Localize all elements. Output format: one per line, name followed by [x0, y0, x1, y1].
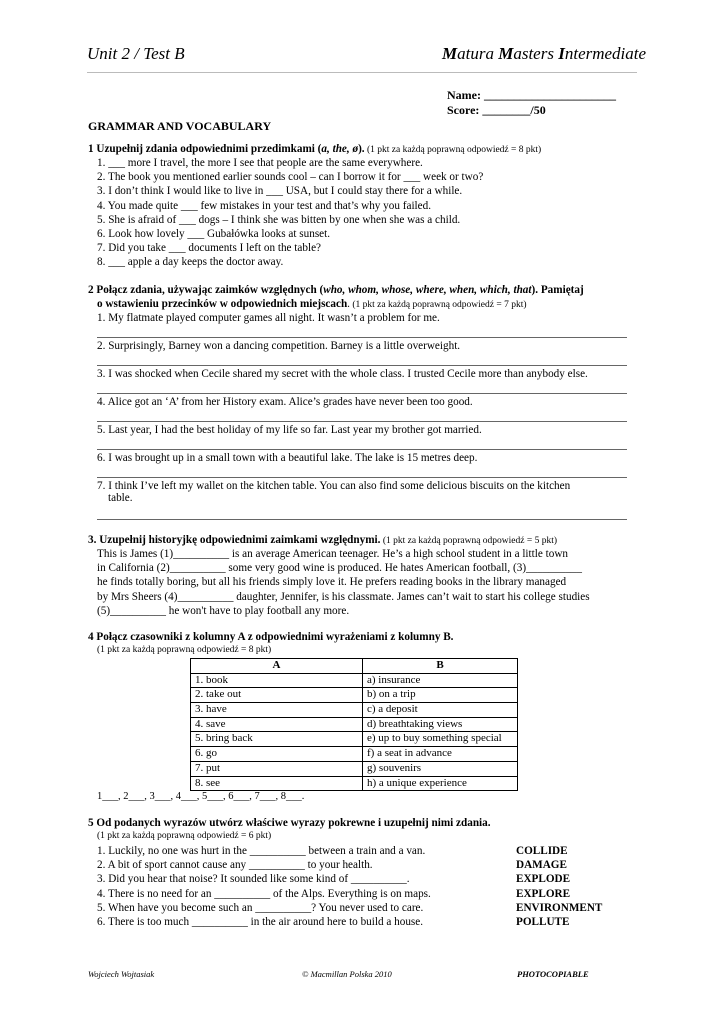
ex3-title: 3. Uzupełnij historyjkę odpowiednimi zaimkami względnymi. (1 pkt za każdą poprawną odpowiedź = 5 pkt): [88, 534, 557, 546]
ex1-item: 3. I don’t think I would like to live in ___ USA, but I could stay there for a while.: [97, 185, 463, 198]
base-word: EXPLODE: [516, 873, 571, 886]
table-row: [191, 776, 518, 791]
matching-table: [190, 658, 518, 791]
column-a-cell: 1. book: [191, 673, 363, 688]
ex5-item: 2. A bit of sport cannot cause any __________ to your health.: [97, 859, 373, 872]
base-word: DAMAGE: [516, 859, 567, 872]
column-b-cell: e) up to buy something special: [363, 732, 518, 747]
ex1-item: 7. Did you take ___ documents I left on the table?: [97, 242, 322, 255]
ex1-item: 8. ___ apple a day keeps the doctor away.: [97, 256, 284, 269]
section-title: GRAMMAR AND VOCABULARY: [88, 119, 272, 133]
answer-line[interactable]: [97, 519, 627, 520]
ex5-title: 5 Od podanych wyrazów utwórz właściwe wyrazy pokrewne i uzupełnij nimi zdania.: [88, 817, 491, 829]
ex2-title-line2: o wstawieniu przecinków w odpowiednich miejscach. (1 pkt za każdą poprawną odpowiedź = 7 pkt): [97, 298, 527, 310]
table-row: [191, 732, 518, 747]
ex2-item: 7. I think I’ve left my wallet on the kitchen table. You can also find some delicious biscuits on the kitchen: [97, 480, 571, 492]
answer-line[interactable]: [97, 393, 627, 394]
table-row: [191, 688, 518, 703]
ex2-item: 2. Surprisingly, Barney won a dancing competition. Barney is a little overweight.: [97, 340, 461, 352]
ex5-item: 1. Luckily, no one was hurt in the __________ between a train and a van.: [97, 845, 426, 857]
ex2-item: 6. I was brought up in a small town with a beautiful lake. The lake is 15 metres deep.: [97, 452, 478, 464]
ex3-line: in California (2)__________ some very good wine is produced. He hates American football, (3)__________: [97, 562, 582, 575]
answer-line[interactable]: [97, 477, 627, 478]
table-row: [191, 673, 518, 688]
score-field[interactable]: Score: ________/50: [447, 103, 546, 117]
table-row: [191, 717, 518, 732]
footer-author: Wojciech Wojtasiak: [88, 969, 155, 979]
column-a-cell: 2. take out: [191, 688, 363, 703]
book-title: Matura Masters Intermediate: [442, 44, 647, 63]
column-b-cell: g) souvenirs: [363, 761, 518, 776]
ex2-item: 4. Alice got an ‘A’ from her History exam. Alice’s grades have never been too good.: [97, 396, 473, 408]
footer-copyright: © Macmillan Polska 2010: [302, 969, 392, 979]
ex3-line: (5)__________ he won't have to play football any more.: [97, 604, 350, 617]
ex1-title: 1 Uzupełnij zdania odpowiednimi przedimkami (a, the, ø). (1 pkt za każdą poprawną odpowiedź = 8 pkt): [88, 143, 542, 155]
answer-line[interactable]: [97, 449, 627, 450]
column-b-cell: h) a unique experience: [363, 776, 518, 791]
ex3-line: he finds totally boring, but all his friends simply love it. He prefers reading books in the library managed: [97, 576, 567, 589]
header-divider: [87, 72, 637, 73]
column-a-header: A: [191, 659, 363, 674]
column-a-cell: 4. save: [191, 717, 363, 732]
ex4-answers[interactable]: 1___, 2___, 3___, 4___, 5___, 6___, 7___, 8___.: [97, 791, 305, 802]
unit-title: Unit 2 / Test B: [87, 44, 185, 63]
ex4-title: 4 Połącz czasowniki z kolumny A z odpowiednimi wyrażeniami z kolumny B.: [88, 631, 454, 643]
base-word: COLLIDE: [516, 845, 568, 857]
ex5-points: (1 pkt za każdą poprawną odpowiedź = 6 pkt): [97, 831, 272, 841]
ex5-item: 6. There is too much __________ in the air around here to build a house.: [97, 916, 424, 928]
ex1-item: 6. Look how lovely ___ Gubałówka looks at sunset.: [97, 228, 331, 240]
ex1-item: 2. The book you mentioned earlier sounds cool – can I borrow it for ___ week or two?: [97, 171, 484, 184]
ex3-line: This is James (1)__________ is an average American teenager. He’s a high school student in a little town: [97, 548, 569, 560]
column-b-cell: c) a deposit: [363, 703, 518, 718]
column-a-cell: 7. put: [191, 761, 363, 776]
table-row: [191, 703, 518, 718]
base-word: ENVIRONMENT: [516, 901, 603, 914]
table-row: [191, 761, 518, 776]
ex2-item: 5. Last year, I had the best holiday of my life so far. Last year my brother got married.: [97, 424, 482, 436]
column-a-cell: 5. bring back: [191, 732, 363, 747]
base-word: EXPLORE: [516, 887, 571, 900]
answer-line[interactable]: [97, 365, 627, 366]
ex5-item: 4. There is no need for an __________ of the Alps. Everything is on maps.: [97, 887, 431, 900]
answer-line[interactable]: [97, 337, 627, 338]
ex3-line: by Mrs Sheers (4)__________ daughter, Jennifer, is his classmate. James can’t wait to start his college studies: [97, 590, 590, 603]
column-b-cell: f) a seat in advance: [363, 747, 518, 762]
column-b-cell: a) insurance: [363, 673, 518, 688]
ex2-item: 1. My flatmate played computer games all night. It wasn’t a problem for me.: [97, 312, 440, 324]
ex1-item: 5. She is afraid of ___ dogs – I think she was bitten by one when she was a child.: [97, 213, 461, 226]
ex4-points: (1 pkt za każdą poprawną odpowiedź = 8 pkt): [97, 645, 272, 655]
column-b-cell: b) on a trip: [363, 688, 518, 703]
answer-line[interactable]: [97, 421, 627, 422]
column-a-cell: 8. see: [191, 776, 363, 791]
ex2-item7-cont: table.: [108, 492, 133, 504]
column-b-header: B: [363, 659, 518, 674]
ex5-item: 5. When have you become such an __________? You never used to care.: [97, 901, 424, 914]
footer-note: PHOTOCOPIABLE: [517, 969, 589, 979]
column-b-cell: d) breathtaking views: [363, 717, 518, 732]
ex1-item: 4. You made quite ___ few mistakes in your test and that’s why you failed.: [97, 199, 432, 212]
column-a-cell: 6. go: [191, 747, 363, 762]
base-word: POLLUTE: [516, 916, 570, 928]
ex2-title: 2 Połącz zdania, używając zaimków względnych (who, whom, whose, where, when, which, that). Pamiętaj: [88, 284, 584, 296]
ex1-item: 1. ___ more I travel, the more I see that people are the same everywhere.: [97, 157, 423, 169]
ex2-item: 3. I was shocked when Cecile shared my secret with the whole class. I trusted Cecile more than anybody else.: [97, 368, 588, 380]
table-row: [191, 747, 518, 762]
column-a-cell: 3. have: [191, 703, 363, 718]
ex5-item: 3. Did you hear that noise? It sounded like some kind of __________.: [97, 873, 410, 886]
name-field[interactable]: Name: ______________________: [447, 88, 616, 102]
